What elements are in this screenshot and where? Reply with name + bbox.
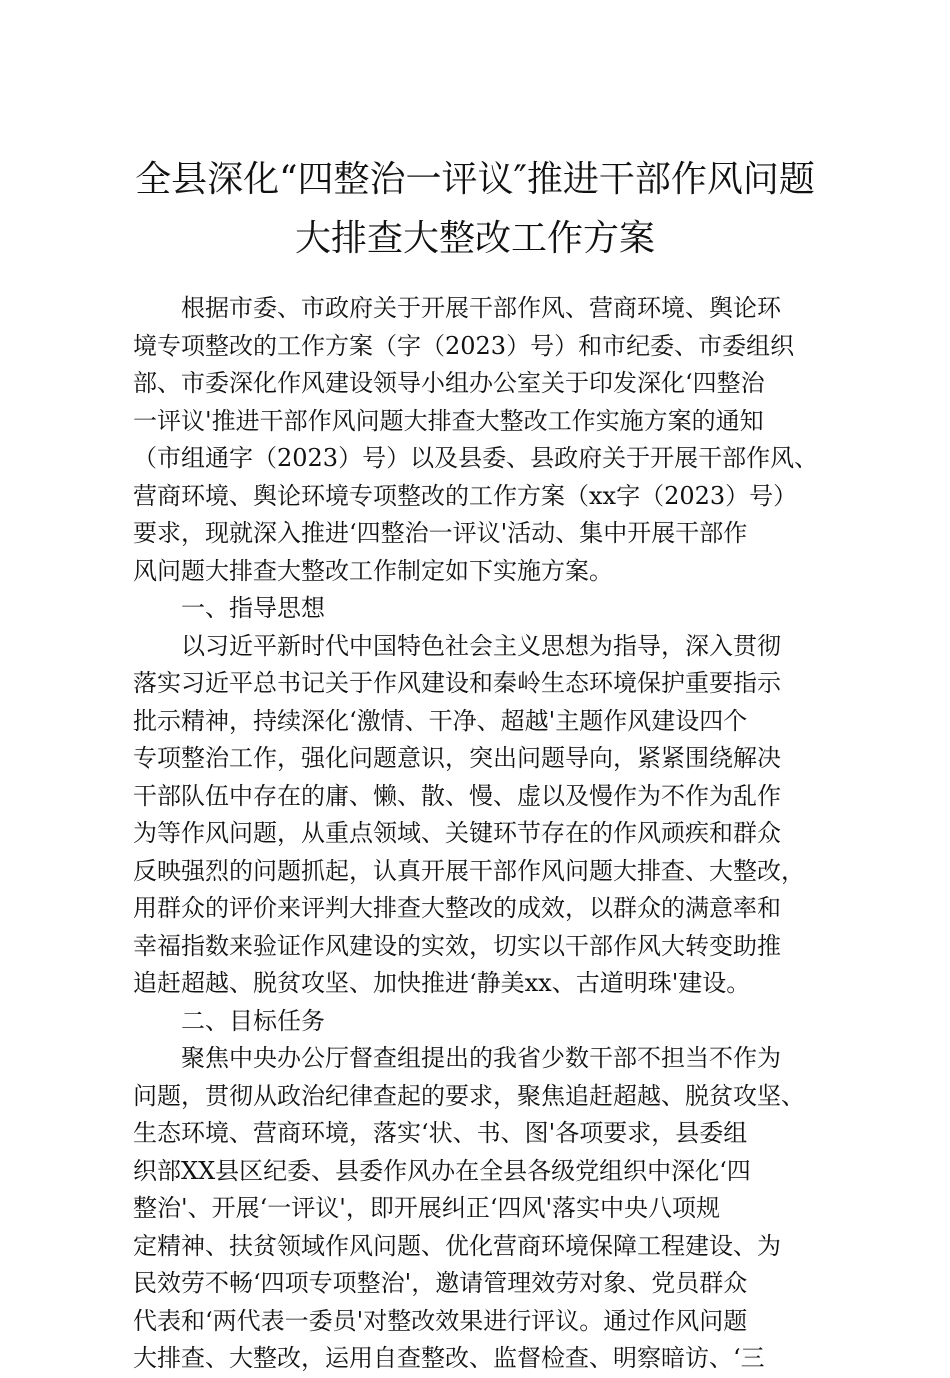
body-text-line: 问题，贯彻从政治纪律查起的要求，聚焦追赶超越、脱贫攻坚、 <box>133 1081 805 1110</box>
body-text-line: 整治'、开展‘一评议'，即开展纠正‘四风'落实中央八项规 <box>133 1194 721 1222</box>
document-title-line-2: 大排查大整改工作方案 <box>294 218 655 259</box>
body-text-line: 以习近平新时代中国特色社会主义思想为指导，深入贯彻 <box>181 631 781 660</box>
body-text-line: 反映强烈的问题抓起，认真开展干部作风问题大排查、大整改， <box>133 856 805 885</box>
body-text-line: 部、市委深化作风建设领导小组办公室关于印发深化‘四整治 <box>133 369 765 397</box>
body-text-line: 用群众的评价来评判大排查大整改的成效，以群众的满意率和 <box>133 894 781 922</box>
body-text-line: 营商环境、舆论环境专项整改的工作方案（xx字（2023）号） <box>133 481 798 510</box>
body-text-line: （市组通字（2023）号）以及县委、县政府关于开展干部作风、 <box>133 444 819 472</box>
body-text-line: 根据市委、市政府关于开展干部作风、营商环境、舆论环 <box>181 294 781 322</box>
body-text-line: 为等作风问题，从重点领域、关键环节存在的作风顽疾和群众 <box>133 819 781 847</box>
body-text-line: 代表和‘两代表一委员'对整改效果进行评议。通过作风问题 <box>133 1306 748 1335</box>
body-text-line: 专项整治工作，强化问题意识，突出问题导向，紧紧围绕解决 <box>133 744 781 772</box>
body-text-line: 境专项整改的工作方案（字（2023）号）和市纪委、市委组织 <box>133 331 795 360</box>
document-title-line-1: 全县深化“四整治一评议″推进干部作风问题 <box>135 159 815 200</box>
body-text-line: 织部XX县区纪委、县委作风办在全县各级党组织中深化‘四 <box>133 1156 751 1185</box>
body-text-line: 聚焦中央办公厅督查组提出的我省少数干部不担当不作为 <box>181 1044 781 1072</box>
body-text-line: 落实习近平总书记关于作风建设和秦岭生态环境保护重要指示 <box>133 669 781 697</box>
body-text-line: 要求，现就深入推进‘四整治一评议'活动、集中开展干部作 <box>133 519 748 547</box>
body-text-line: 生态环境、营商环境，落实‘状、书、图'各项要求，县委组 <box>133 1119 748 1147</box>
body-text-line: 民效劳不畅‘四项专项整治'，邀请管理效劳对象、党员群众 <box>133 1269 748 1297</box>
body-text-line: 定精神、扶贫领域作风问题、优化营商环境保障工程建设、为 <box>133 1231 781 1260</box>
body-text-line: 幸福指数来验证作风建设的实效，切实以干部作风大转变助推 <box>133 931 781 960</box>
body-text-line: 干部队伍中存在的庸、懒、散、慢、虚以及慢作为不作为乱作 <box>133 781 781 810</box>
body-text-line: 一评议'推进干部作风问题大排查大整改工作实施方案的通知 <box>133 406 764 435</box>
body-text-line: 大排查、大整改，运用自查整改、监督检查、明察暗访、‘三 <box>133 1344 765 1372</box>
body-text-line: 二、目标任务 <box>181 1006 325 1035</box>
body-text-line: 追赶超越、脱贫攻坚、加快推进‘静美xx、古道明珠'建设。 <box>133 969 751 997</box>
document-body <box>133 290 853 1378</box>
body-text-line: 一、指导思想 <box>181 594 325 622</box>
body-text-line: 批示精神，持续深化‘激情、干净、超越'主题作风建设四个 <box>133 706 748 735</box>
body-text-line: 风问题大排查大整改工作制定如下实施方案。 <box>133 556 613 585</box>
